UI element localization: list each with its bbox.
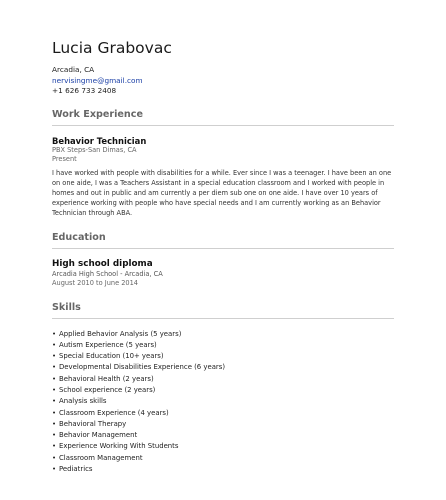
school-name: Arcadia High School - Arcadia, CA	[52, 269, 163, 278]
phone-text: +1 626 733 2408	[52, 86, 117, 95]
work-experience-section	[52, 109, 394, 218]
skill-item: • Special Education (10+ years)	[52, 351, 394, 362]
skill-item: • Applied Behavior Analysis (5 years)	[52, 329, 394, 340]
skill-item: • Behavioral Therapy	[52, 419, 394, 430]
education-section	[52, 232, 394, 288]
job-title: Behavior Technician	[52, 135, 147, 146]
skills-heading: Skills	[52, 301, 81, 313]
work-entry	[52, 136, 394, 218]
skill-item: • Autism Experience (5 years)	[52, 340, 394, 351]
section-divider	[52, 248, 394, 249]
skill-item: • Developmental Disabilities Experience (6 years)	[52, 362, 394, 373]
degree-title: High school diploma	[52, 258, 153, 269]
job-description: I have worked with people with disabilities for a while. Ever since I was a teenager. I have been an one on one aide, I was a Teachers Assistant in a special education classroom and I worked with people in homes and out in public and am currently a per diem sub one on one aide. I have over 10 years of experience working with people who have special needs and I am currently working as an Behavior Technician through ABA.	[52, 168, 392, 217]
resume-header	[52, 38, 394, 97]
skills-list	[52, 329, 394, 476]
skill-item: • Experience Working With Students	[52, 441, 394, 452]
work-period: Present	[52, 154, 77, 163]
education-period: August 2010 to June 2014	[52, 278, 138, 287]
skill-item: • Classroom Management	[52, 453, 394, 464]
skill-item: • Classroom Experience (4 years)	[52, 408, 394, 419]
section-divider	[52, 318, 394, 319]
skill-item: • Behavioral Health (2 years)	[52, 374, 394, 385]
email-link[interactable]: nervisingme@gmail.com	[52, 75, 143, 85]
skill-item: • School experience (2 years)	[52, 385, 394, 396]
skill-item: • Analysis skills	[52, 396, 394, 407]
skills-section	[52, 302, 394, 476]
work-experience-heading: Work Experience	[52, 108, 143, 120]
skill-item: • Behavior Management	[52, 430, 394, 441]
location-text: Arcadia, CA	[52, 65, 95, 74]
company-name: PBX Steps-San Dimas, CA	[52, 145, 137, 154]
candidate-name: Lucia Grabovac	[52, 39, 172, 57]
section-divider	[52, 125, 394, 126]
education-heading: Education	[52, 231, 106, 243]
resume-page	[52, 38, 394, 475]
skill-item: • Pediatrics	[52, 464, 394, 475]
education-entry	[52, 259, 394, 288]
